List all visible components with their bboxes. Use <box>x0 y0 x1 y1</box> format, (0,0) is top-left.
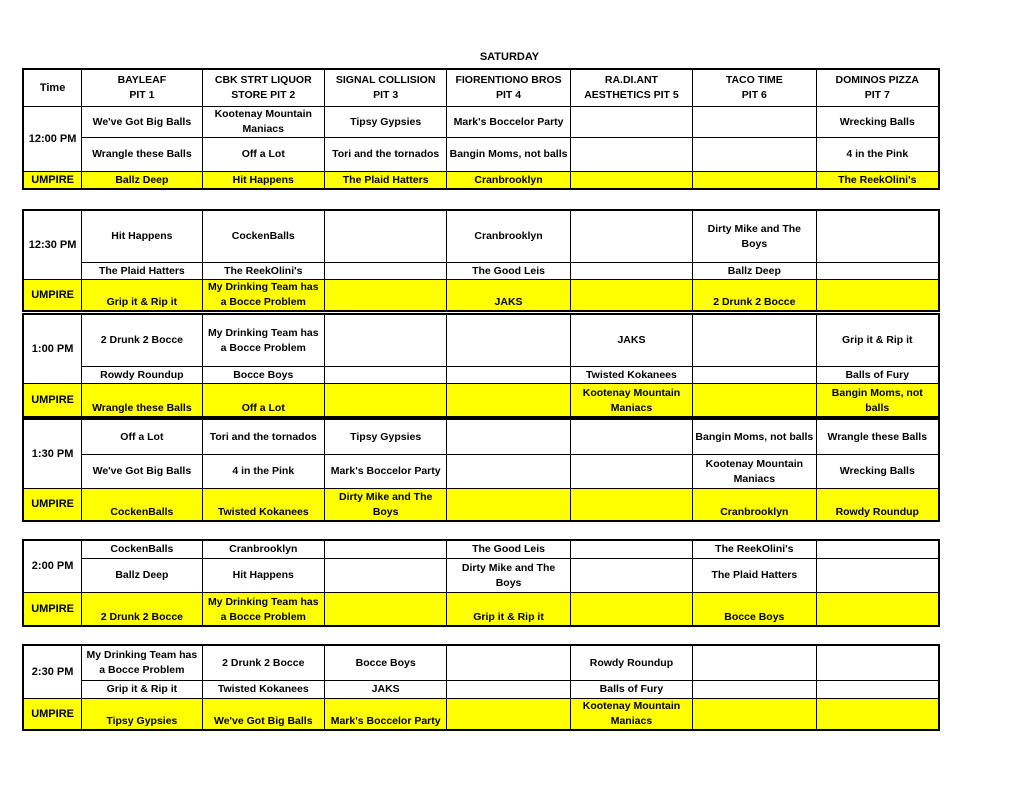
game-row <box>24 138 939 172</box>
team-cell-pit-5 <box>570 263 692 280</box>
time-block-1 <box>23 69 939 189</box>
team-cell-pit-6 <box>693 681 816 699</box>
umpire-cell-pit-4 <box>447 699 570 730</box>
team-cell-pit-4: Dirty Mike and The Boys <box>447 559 570 593</box>
team-cell-pit-2: Twisted Kokanees <box>202 681 324 699</box>
umpire-label: UMPIRE <box>24 172 82 189</box>
team-cell-pit-1: We've Got Big Balls <box>82 107 202 138</box>
team-cell-pit-3 <box>324 559 446 593</box>
umpire-cell-pit-6: Bocce Boys <box>693 593 816 626</box>
team-cell-pit-2: CockenBalls <box>202 211 324 263</box>
game-row <box>24 315 939 367</box>
team-cell-pit-2: Bocce Boys <box>202 367 324 384</box>
team-cell-pit-7 <box>816 541 938 559</box>
team-cell-pit-1: Off a Lot <box>82 420 202 455</box>
team-cell-pit-7 <box>816 681 938 699</box>
team-cell-pit-1: CockenBalls <box>82 541 202 559</box>
time-cell: 12:30 PM <box>24 211 82 280</box>
umpire-cell-pit-7 <box>816 593 938 626</box>
umpire-cell-pit-4 <box>447 489 570 521</box>
team-cell-pit-4 <box>447 315 570 367</box>
umpire-cell-pit-1: CockenBalls <box>82 489 202 521</box>
umpire-cell-pit-7 <box>816 699 938 730</box>
umpire-cell-pit-5 <box>570 280 692 311</box>
team-cell-pit-6 <box>693 646 816 681</box>
umpire-label: UMPIRE <box>24 593 82 626</box>
team-cell-pit-6 <box>693 138 816 172</box>
umpire-cell-pit-2: Twisted Kokanees <box>202 489 324 521</box>
time-block-4 <box>23 419 939 521</box>
game-row <box>24 107 939 138</box>
team-cell-pit-7 <box>816 211 938 263</box>
umpire-cell-pit-5: Kootenay Mountain Maniacs <box>570 699 692 730</box>
time-cell: 12:00 PM <box>24 107 82 172</box>
umpire-cell-pit-7: The ReekOlini's <box>816 172 938 189</box>
team-cell-pit-5: JAKS <box>570 315 692 367</box>
umpire-cell-pit-5: Kootenay Mountain Maniacs <box>570 384 692 417</box>
team-cell-pit-2: Kootenay Mountain Maniacs <box>202 107 324 138</box>
game-row <box>24 420 939 455</box>
team-cell-pit-4 <box>447 455 570 489</box>
umpire-cell-pit-5 <box>570 489 692 521</box>
team-cell-pit-7 <box>816 559 938 593</box>
time-cell: 1:00 PM <box>24 315 82 384</box>
umpire-cell-pit-5 <box>570 172 692 189</box>
umpire-cell-pit-4: Cranbrooklyn <box>447 172 570 189</box>
team-cell-pit-2: Off a Lot <box>202 138 324 172</box>
header-pit-7: DOMINOS PIZZA PIT 7 <box>816 70 938 107</box>
team-cell-pit-7: Wrecking Balls <box>816 455 938 489</box>
umpire-cell-pit-1: Ballz Deep <box>82 172 202 189</box>
time-block-3 <box>23 314 939 417</box>
umpire-label: UMPIRE <box>24 280 82 311</box>
time-block-5 <box>23 540 939 626</box>
team-cell-pit-3: Bocce Boys <box>324 646 446 681</box>
umpire-cell-pit-2: We've Got Big Balls <box>202 699 324 730</box>
team-cell-pit-5 <box>570 211 692 263</box>
umpire-cell-pit-2: Off a Lot <box>202 384 324 417</box>
team-cell-pit-1: We've Got Big Balls <box>82 455 202 489</box>
umpire-cell-pit-3 <box>324 593 446 626</box>
game-row <box>24 455 939 489</box>
time-cell: 2:00 PM <box>24 541 82 593</box>
game-row <box>24 559 939 593</box>
team-cell-pit-6 <box>693 367 816 384</box>
team-cell-pit-6: Dirty Mike and The Boys <box>693 211 816 263</box>
umpire-cell-pit-4 <box>447 384 570 417</box>
umpire-cell-pit-6 <box>693 699 816 730</box>
team-cell-pit-1: My Drinking Team has a Bocce Problem <box>82 646 202 681</box>
team-cell-pit-5 <box>570 107 692 138</box>
team-cell-pit-7 <box>816 263 938 280</box>
game-row <box>24 646 939 681</box>
team-cell-pit-2: 2 Drunk 2 Bocce <box>202 646 324 681</box>
team-cell-pit-4: The Good Leis <box>447 541 570 559</box>
header-time: Time <box>24 70 82 107</box>
time-cell: 1:30 PM <box>24 420 82 489</box>
header-pit-5: RA.DI.ANT AESTHETICS PIT 5 <box>570 70 692 107</box>
umpire-cell-pit-7 <box>816 280 938 311</box>
header-pit-4: FIORENTIONO BROS PIT 4 <box>447 70 570 107</box>
umpire-cell-pit-6 <box>693 384 816 417</box>
team-cell-pit-1: Hit Happens <box>82 211 202 263</box>
umpire-label: UMPIRE <box>24 699 82 730</box>
team-cell-pit-1: The Plaid Hatters <box>82 263 202 280</box>
umpire-cell-pit-6: 2 Drunk 2 Bocce <box>693 280 816 311</box>
team-cell-pit-5: Rowdy Roundup <box>570 646 692 681</box>
header-pit-6: TACO TIME PIT 6 <box>693 70 816 107</box>
team-cell-pit-2: My Drinking Team has a Bocce Problem <box>202 315 324 367</box>
team-cell-pit-7 <box>816 646 938 681</box>
game-row <box>24 541 939 559</box>
umpire-cell-pit-3: Mark's Boccelor Party <box>324 699 446 730</box>
team-cell-pit-5 <box>570 559 692 593</box>
team-cell-pit-1: 2 Drunk 2 Bocce <box>82 315 202 367</box>
team-cell-pit-7: Grip it & Rip it <box>816 315 938 367</box>
team-cell-pit-5 <box>570 455 692 489</box>
game-row <box>24 367 939 384</box>
team-cell-pit-3: Tori and the tornados <box>324 138 446 172</box>
umpire-cell-pit-1: Grip it & Rip it <box>82 280 202 311</box>
team-cell-pit-5 <box>570 541 692 559</box>
team-cell-pit-1: Wrangle these Balls <box>82 138 202 172</box>
team-cell-pit-4: Mark's Boccelor Party <box>447 107 570 138</box>
umpire-row <box>24 280 939 311</box>
team-cell-pit-2: Hit Happens <box>202 559 324 593</box>
umpire-label: UMPIRE <box>24 384 82 417</box>
team-cell-pit-3 <box>324 263 446 280</box>
team-cell-pit-3 <box>324 367 446 384</box>
umpire-cell-pit-5 <box>570 593 692 626</box>
umpire-cell-pit-4: Grip it & Rip it <box>447 593 570 626</box>
umpire-row <box>24 699 939 730</box>
umpire-cell-pit-6 <box>693 172 816 189</box>
team-cell-pit-7: Wrecking Balls <box>816 107 938 138</box>
team-cell-pit-7: 4 in the Pink <box>816 138 938 172</box>
umpire-cell-pit-4: JAKS <box>447 280 570 311</box>
team-cell-pit-6: Ballz Deep <box>693 263 816 280</box>
time-block-2 <box>23 210 939 311</box>
team-cell-pit-2: 4 in the Pink <box>202 455 324 489</box>
team-cell-pit-4: The Good Leis <box>447 263 570 280</box>
umpire-cell-pit-7: Bangin Moms, not balls <box>816 384 938 417</box>
umpire-cell-pit-2: Hit Happens <box>202 172 324 189</box>
team-cell-pit-5: Balls of Fury <box>570 681 692 699</box>
team-cell-pit-3: JAKS <box>324 681 446 699</box>
team-cell-pit-6: The ReekOlini's <box>693 541 816 559</box>
team-cell-pit-4 <box>447 646 570 681</box>
umpire-row <box>24 384 939 417</box>
header-pit-2: CBK STRT LIQUOR STORE PIT 2 <box>202 70 324 107</box>
umpire-cell-pit-1: Wrangle these Balls <box>82 384 202 417</box>
team-cell-pit-6: The Plaid Hatters <box>693 559 816 593</box>
team-cell-pit-3: Tipsy Gypsies <box>324 420 446 455</box>
team-cell-pit-2: Cranbrooklyn <box>202 541 324 559</box>
team-cell-pit-6 <box>693 107 816 138</box>
umpire-cell-pit-3 <box>324 384 446 417</box>
header-row <box>24 70 939 107</box>
umpire-row <box>24 593 939 626</box>
team-cell-pit-2: Tori and the tornados <box>202 420 324 455</box>
page-title: SATURDAY <box>479 51 540 63</box>
umpire-row <box>24 172 939 189</box>
umpire-row <box>24 489 939 521</box>
team-cell-pit-4: Cranbrooklyn <box>447 211 570 263</box>
team-cell-pit-6 <box>693 315 816 367</box>
team-cell-pit-3: Tipsy Gypsies <box>324 107 446 138</box>
game-row <box>24 211 939 263</box>
team-cell-pit-4 <box>447 420 570 455</box>
team-cell-pit-5: Twisted Kokanees <box>570 367 692 384</box>
umpire-cell-pit-3: The Plaid Hatters <box>324 172 446 189</box>
umpire-cell-pit-1: 2 Drunk 2 Bocce <box>82 593 202 626</box>
time-cell: 2:30 PM <box>24 646 82 699</box>
team-cell-pit-2: The ReekOlini's <box>202 263 324 280</box>
header-pit-1: BAYLEAF PIT 1 <box>82 70 202 107</box>
umpire-cell-pit-3 <box>324 280 446 311</box>
umpire-cell-pit-7: Rowdy Roundup <box>816 489 938 521</box>
team-cell-pit-3 <box>324 211 446 263</box>
umpire-cell-pit-2: My Drinking Team has a Bocce Problem <box>202 280 324 311</box>
umpire-cell-pit-2: My Drinking Team has a Bocce Problem <box>202 593 324 626</box>
team-cell-pit-5 <box>570 420 692 455</box>
time-block-6 <box>23 645 939 730</box>
team-cell-pit-4 <box>447 681 570 699</box>
team-cell-pit-4: Bangin Moms, not balls <box>447 138 570 172</box>
team-cell-pit-6: Bangin Moms, not balls <box>693 420 816 455</box>
team-cell-pit-7: Balls of Fury <box>816 367 938 384</box>
game-row <box>24 681 939 699</box>
umpire-cell-pit-1: Tipsy Gypsies <box>82 699 202 730</box>
team-cell-pit-3 <box>324 541 446 559</box>
team-cell-pit-7: Wrangle these Balls <box>816 420 938 455</box>
team-cell-pit-3: Mark's Boccelor Party <box>324 455 446 489</box>
umpire-label: UMPIRE <box>24 489 82 521</box>
team-cell-pit-4 <box>447 367 570 384</box>
team-cell-pit-5 <box>570 138 692 172</box>
umpire-cell-pit-3: Dirty Mike and The Boys <box>324 489 446 521</box>
team-cell-pit-1: Grip it & Rip it <box>82 681 202 699</box>
team-cell-pit-6: Kootenay Mountain Maniacs <box>693 455 816 489</box>
header-pit-3: SIGNAL COLLISION PIT 3 <box>324 70 446 107</box>
team-cell-pit-1: Ballz Deep <box>82 559 202 593</box>
team-cell-pit-3 <box>324 315 446 367</box>
game-row <box>24 263 939 280</box>
team-cell-pit-1: Rowdy Roundup <box>82 367 202 384</box>
umpire-cell-pit-6: Cranbrooklyn <box>693 489 816 521</box>
